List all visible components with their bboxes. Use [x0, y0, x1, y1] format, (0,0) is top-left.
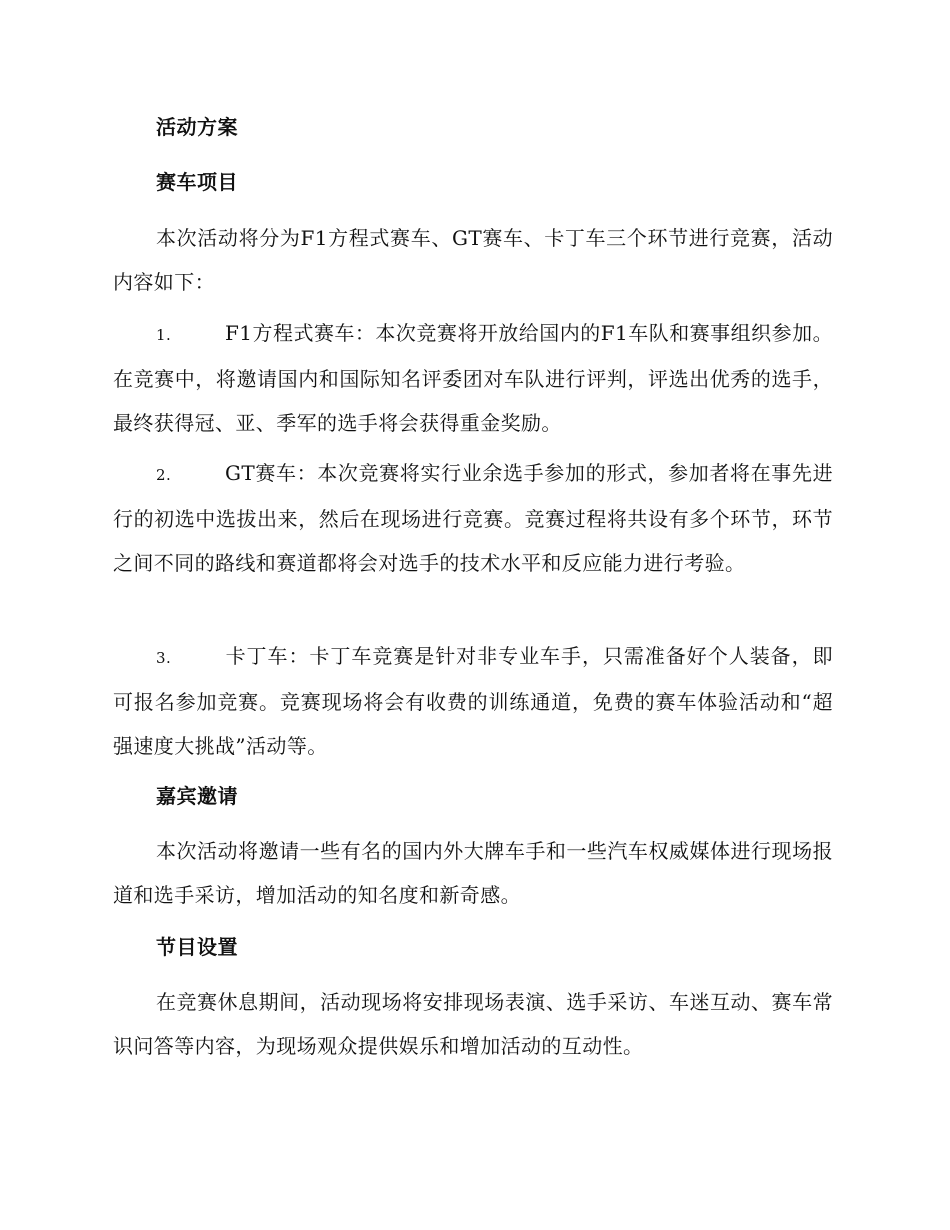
section-heading-racing: 赛车项目 — [156, 170, 238, 194]
list-item-text: 卡丁车：卡丁车竞赛是针对非专业车手，只需准备好个人装备，即可报名参加竞赛。竞赛现场将会有收费的训练通道，免费的赛车体验活动和“超强速度大挑战”活动等。 — [113, 644, 833, 758]
guests-paragraph: 本次活动将邀请一些有名的国内外大牌车手和一些汽车权威媒体进行现场报道和选手采访，增加活动的知名度和新奇感。 — [113, 839, 833, 907]
racing-intro-block — [113, 216, 833, 304]
list-item-number: 2. — [156, 466, 172, 484]
list-item — [113, 634, 833, 768]
list-item — [113, 311, 833, 445]
program-block — [113, 980, 833, 1068]
racing-item-3 — [113, 634, 833, 768]
racing-item-2 — [113, 451, 833, 585]
list-item-text: F1方程式赛车：本次竞赛将开放给国内的F1车队和赛事组织参加。在竞赛中，将邀请国内和国际知名评委团对车队进行评判，评选出优秀的选手，最终获得冠、亚、季军的选手将会获得重金奖励。 — [113, 321, 833, 435]
list-item-text: GT赛车：本次竞赛将实行业余选手参加的形式，参加者将在事先进行的初选中选拔出来，然后在现场进行竞赛。竞赛过程将共设有多个环节，环节之间不同的路线和赛道都将会对选手的技术水平和反应能力进行考验。 — [113, 461, 833, 575]
guests-block — [113, 829, 833, 917]
list-item — [113, 451, 833, 585]
racing-intro-paragraph: 本次活动将分为F1方程式赛车、GT赛车、卡丁车三个环节进行竞赛，活动内容如下： — [113, 226, 833, 294]
list-item-number: 1. — [156, 326, 172, 344]
section-heading-guests: 嘉宾邀请 — [156, 784, 238, 808]
list-item-number: 3. — [156, 649, 172, 667]
program-paragraph: 在竞赛休息期间，活动现场将安排现场表演、选手采访、车迷互动、赛车常识问答等内容，为现场观众提供娱乐和增加活动的互动性。 — [113, 990, 833, 1058]
racing-item-1 — [113, 311, 833, 445]
document-title: 活动方案 — [156, 115, 238, 139]
section-heading-program: 节目设置 — [156, 935, 238, 959]
